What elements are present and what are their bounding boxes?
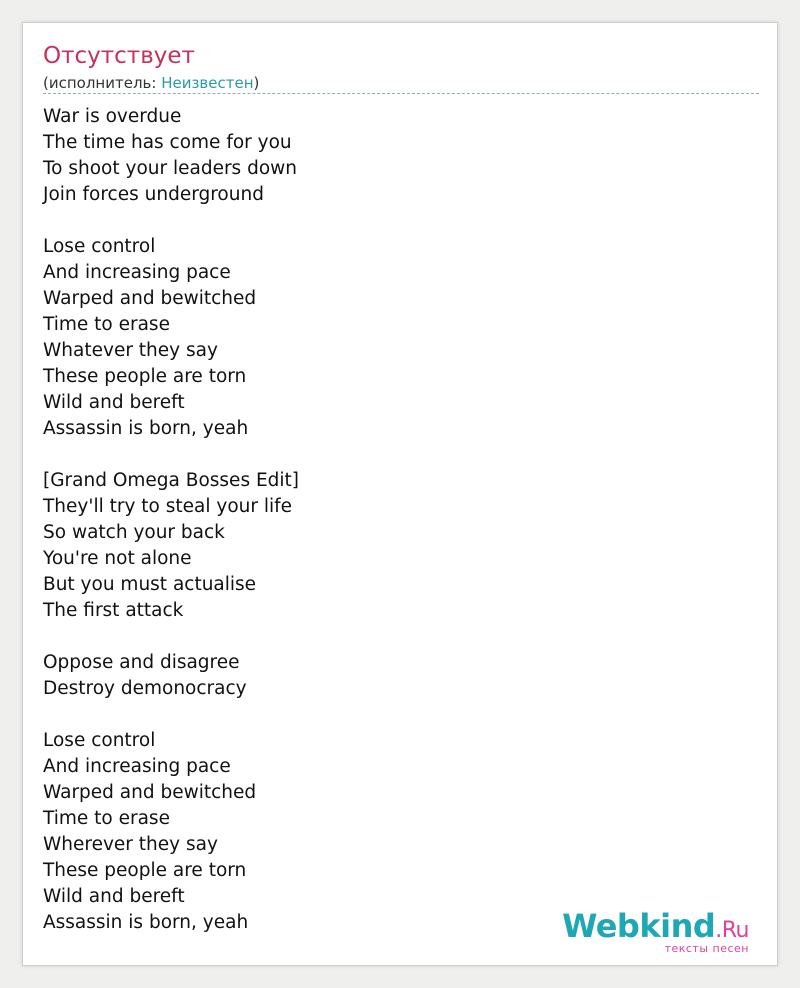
lyrics-line: To shoot your leaders down (43, 158, 297, 179)
lyrics-stanza (43, 104, 299, 208)
lyrics-line: Warped and bewitched (43, 782, 257, 803)
lyrics-line: These people are torn (43, 860, 247, 881)
lyrics-line: [Grand Omega Bosses Edit] (43, 470, 300, 491)
logo-name: Webkind (562, 907, 716, 945)
lyrics-stanza (43, 468, 299, 624)
artist-line (43, 74, 259, 92)
lyrics-line: Destroy demonocracy (43, 678, 247, 699)
lyrics-line: Lose control (43, 236, 156, 257)
lyrics-stanza (43, 234, 299, 442)
lyrics-line: And increasing pace (43, 262, 231, 283)
lyrics-line: War is overdue (43, 106, 182, 127)
lyrics-text (43, 104, 299, 962)
lyrics-line: Warped and bewitched (43, 288, 257, 309)
lyrics-line: Oppose and disagree (43, 652, 240, 673)
divider (43, 93, 759, 94)
lyrics-line: And increasing pace (43, 756, 231, 777)
lyrics-line: Whatever they say (43, 340, 218, 361)
site-logo[interactable] (562, 909, 749, 955)
artist-suffix: ) (253, 74, 260, 92)
lyrics-line: Assassin is born, yeah (43, 912, 249, 933)
lyrics-line: The time has come for you (43, 132, 292, 153)
song-title: Отсутствует (43, 43, 195, 69)
lyrics-line: Time to erase (43, 808, 170, 829)
artist-link[interactable]: Неизвестен (161, 74, 254, 92)
lyrics-line: Wild and bereft (43, 392, 185, 413)
lyrics-line: Wherever they say (43, 834, 218, 855)
lyrics-line: Time to erase (43, 314, 170, 335)
lyrics-line: Lose control (43, 730, 156, 751)
lyrics-line: Wild and bereft (43, 886, 185, 907)
logo-tagline: тексты песен (664, 942, 749, 955)
lyrics-stanza (43, 728, 299, 936)
lyrics-line: They'll try to steal your life (43, 496, 293, 517)
lyrics-line: These people are torn (43, 366, 247, 387)
lyrics-line: So watch your back (43, 522, 225, 543)
lyrics-line: You're not alone (43, 548, 192, 569)
lyrics-line: Join forces underground (43, 184, 264, 205)
logo-suffix: .Ru (715, 918, 749, 943)
artist-prefix: (исполнитель: (43, 74, 162, 92)
lyrics-card (22, 22, 778, 966)
lyrics-line: Assassin is born, yeah (43, 418, 249, 439)
lyrics-line: The first attack (43, 600, 184, 621)
lyrics-stanza (43, 650, 299, 702)
lyrics-line: But you must actualise (43, 574, 257, 595)
